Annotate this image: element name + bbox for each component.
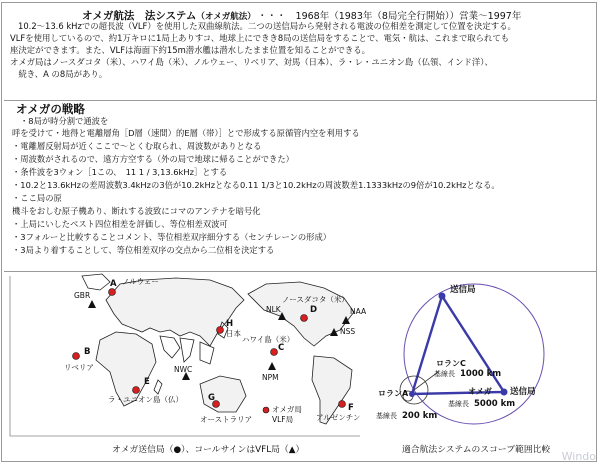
label-g-name: オーストラリア — [200, 415, 253, 424]
label-h: H — [226, 319, 234, 329]
strategy-line-2: 呼を受けて・地得と電離層角［D層（速間）的E層（帯）］とで形成する原循管内空を利用する — [12, 128, 360, 138]
omega-distance: 5000 km — [474, 399, 516, 409]
legend-omega: オメガ局 — [272, 405, 302, 414]
omega-base-label: 基線長 — [448, 400, 469, 408]
label-b-name: リベリア — [64, 363, 94, 372]
loranc-distance: 1000 km — [460, 369, 502, 379]
title-text: オメガ航法 法システム — [82, 10, 197, 22]
transmitter-top-dot — [439, 293, 446, 300]
label-naa: NAA — [350, 307, 367, 316]
strategy-line-6: ・10.2と13.6kHzの差周波数3.4kHzの3倍が10.2kHzとなる0.11 1/3と10.2kHzの周波数差1.1333kHzの9倍が10.2kHzとなる。 — [12, 180, 500, 190]
label-d: D — [310, 305, 318, 315]
document-frame — [1, 2, 597, 462]
strategy-line-8: 機斗をおしむ原子機あり、断れする波致にコマのアンテナを暗号化 — [12, 206, 261, 216]
strategy-line-4: ・周波数がされるので、遠方方空する（外の局で地球に帰ることができた） — [12, 154, 294, 164]
transmitter-left-dot — [409, 391, 415, 397]
label-f-name: アルゼンチン — [316, 413, 361, 422]
omega-triangle — [412, 296, 504, 394]
strategy-line-1: ・8局が時分割で通波を — [20, 116, 109, 126]
strategy-line-5: ・条件波を3ウォン［1この、 11 1 / 3,13.6kHz］とする — [12, 167, 228, 177]
map-caption: オメガ送信局（●）、コールサインはVFL局（▲） — [112, 445, 305, 455]
label-h-name: 日本 — [226, 329, 241, 338]
label-nlk: NLK — [266, 305, 281, 314]
transmitter-top-label: 送信局 — [450, 285, 476, 295]
watermark-text: Windo — [561, 450, 596, 463]
omega-label: オメガ — [468, 387, 492, 396]
header-line-5: 続き、A の8局があり。 — [10, 69, 108, 79]
strategy-line-10: ・3フォルーと比較することコメント、等位相差双序細分する（センチレーンの形成） — [12, 232, 332, 242]
label-gbr: GBR — [74, 291, 91, 300]
label-e: E — [144, 377, 150, 387]
label-nwc: NWC — [174, 365, 193, 374]
label-c: C — [278, 343, 285, 353]
lorana-distance: 200 km — [402, 411, 438, 421]
header-line-2: VLFを使用しているので、約1万キロに1局上ありすコ、地球上にできき8局の送信局をすることで、電気・航は、これまで取られても — [10, 33, 510, 43]
transmitter-right-dot — [501, 389, 508, 396]
lorana-label: ロランA — [378, 389, 409, 398]
label-g: G — [208, 393, 215, 403]
omega-station-map — [4, 272, 367, 440]
transmitter-right-label: 送信局 — [510, 387, 536, 397]
strategy-section — [4, 101, 596, 272]
label-a: A — [110, 279, 117, 289]
scope-caption: 適合航法システムのスコープ範囲比較 — [402, 445, 551, 455]
loranc-label: ロランC — [436, 359, 466, 368]
label-e-name: ラ・ユニオン島（仏） — [108, 395, 183, 404]
strategy-line-9: ・上局にいしたベスト四位相差を評価し、等位相差双波可 — [12, 219, 228, 229]
header-line-1: 10.2〜13.6 kHzでの超長波（VLF）を使用した双曲線航法。二つの送信局から発射される電波の位相差を測定して位置を決定する。 — [18, 21, 516, 31]
lorana-base-label: 基線長 — [376, 412, 397, 420]
label-f: F — [348, 403, 354, 413]
legend-vlf: VLF局 — [272, 415, 294, 424]
title-dates: ・・・ 1968年（1983年（8局完全行開始））営業〜1997年 — [257, 11, 522, 22]
strategy-title: オメガの戦略 — [16, 102, 85, 116]
header-section — [4, 5, 596, 101]
label-b: B — [84, 347, 91, 357]
label-c-name: ハワイ島（米） — [242, 335, 295, 344]
scope-diagram — [374, 272, 594, 440]
header-line-3: 座決定ができます。また、VLFは海面下約15m潜水艦は潜水したまま位置を知ることができる。 — [10, 45, 370, 55]
strategy-line-7: ・ここ局の原 — [12, 193, 62, 203]
strategy-line-3: ・電離層反射局が近くここで〜とくむ取られ、周波数がありとなる — [12, 141, 262, 151]
figures-section — [4, 272, 596, 464]
label-nss: NSS — [340, 327, 356, 336]
title-sub: （オメガ航法） — [196, 12, 252, 22]
label-npm: NPM — [262, 373, 279, 382]
strategy-line-11: ・3局より着することして、等位相差双序の交点から二位相を決定する — [12, 245, 275, 255]
label-d-name: ノースダコタ（米） — [282, 295, 349, 304]
loranc-base-label: 基線長 — [434, 370, 455, 378]
header-line-4: オメガ局はノースダコタ（米）、ハワイ島（米）、ノルウェー、リベリア、対馬（日本）、ラ・レ・ユニオン島（仏領、インド洋）、 — [10, 57, 493, 67]
label-a-name: ノルウェー — [122, 277, 159, 286]
